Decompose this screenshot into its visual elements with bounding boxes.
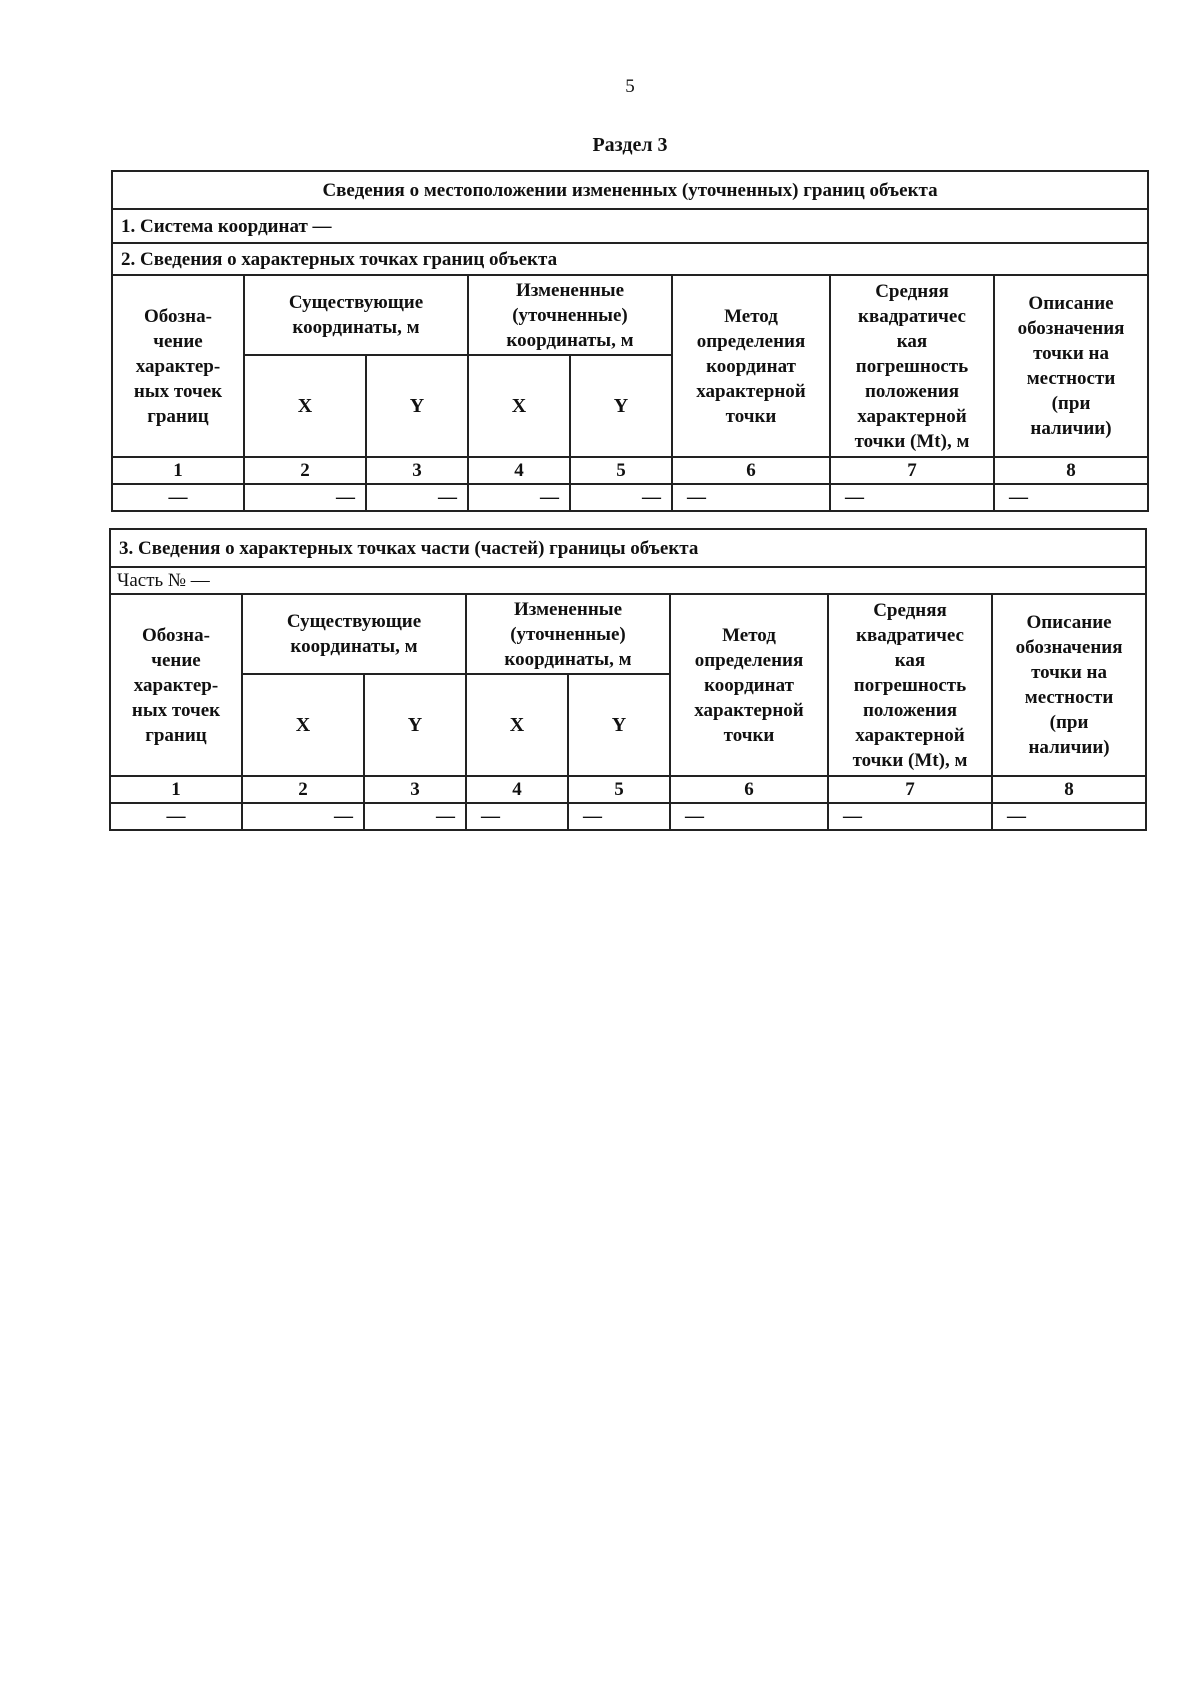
col-number: 2 <box>242 776 364 803</box>
table-cell: — <box>242 803 364 830</box>
col-error-header: Средняя квадратичес кая погрешность положения характерной точки (Mt), м <box>828 594 992 776</box>
col-changed-header: Измененные (уточненные) координаты, м <box>466 594 670 674</box>
boundaries-table <box>111 170 1149 512</box>
col-number: 7 <box>830 457 994 484</box>
col-number: 6 <box>670 776 828 803</box>
col-error-header: Средняя квадратичес кая погрешность положения характерной точки (Mt), м <box>830 275 994 457</box>
col-number: 3 <box>364 776 466 803</box>
col-changed-x: X <box>468 355 570 457</box>
col-number: 8 <box>994 457 1148 484</box>
table-row <box>112 484 1148 511</box>
col-existing-y: Y <box>366 355 468 457</box>
table-cell: — <box>570 484 672 511</box>
col-number: 2 <box>244 457 366 484</box>
table-cell: — <box>364 803 466 830</box>
col-number: 8 <box>992 776 1146 803</box>
col-changed-y: Y <box>570 355 672 457</box>
col-number: 4 <box>468 457 570 484</box>
table-cell: — <box>112 484 244 511</box>
col-number: 6 <box>672 457 830 484</box>
col-number: 7 <box>828 776 992 803</box>
col-changed-y: Y <box>568 674 670 776</box>
table-cell: — <box>994 484 1148 511</box>
table-title: Сведения о местоположении измененных (уточненных) границ объекта <box>112 171 1148 209</box>
part-points-heading: 3. Сведения о характерных точках части (частей) границы объекта <box>110 529 1146 567</box>
table-row <box>110 803 1146 830</box>
section-title: Раздел 3 <box>592 134 668 156</box>
col-designation-header: Обозна- чение характер- ных точек границ <box>112 275 244 457</box>
table-cell: — <box>672 484 830 511</box>
table-cell: — <box>366 484 468 511</box>
table-cell: — <box>992 803 1146 830</box>
table-cell: — <box>466 803 568 830</box>
col-method-header: Метод определения координат характерной точки <box>670 594 828 776</box>
coordinate-system: 1. Система координат — <box>112 209 1148 243</box>
col-existing-header: Существующие координаты, м <box>244 275 468 355</box>
col-number: 5 <box>570 457 672 484</box>
col-number: 1 <box>110 776 242 803</box>
table-cell: — <box>468 484 570 511</box>
col-designation-header: Обозна- чение характер- ных точек границ <box>110 594 242 776</box>
col-changed-x: X <box>466 674 568 776</box>
col-existing-y: Y <box>364 674 466 776</box>
col-number: 1 <box>112 457 244 484</box>
part-number-label: Часть № — <box>110 567 1146 594</box>
table-cell: — <box>244 484 366 511</box>
col-number: 3 <box>366 457 468 484</box>
page-number: 5 <box>625 76 635 97</box>
col-existing-header: Существующие координаты, м <box>242 594 466 674</box>
col-existing-x: X <box>242 674 364 776</box>
part-boundaries-table <box>109 528 1147 831</box>
table-cell: — <box>828 803 992 830</box>
table-cell: — <box>830 484 994 511</box>
col-existing-x: X <box>244 355 366 457</box>
col-changed-header: Измененные (уточненные) координаты, м <box>468 275 672 355</box>
col-number: 5 <box>568 776 670 803</box>
table-cell: — <box>110 803 242 830</box>
col-description-header: Описание обозначения точки на местности (при наличии) <box>994 275 1148 457</box>
col-description-header: Описание обозначения точки на местности (при наличии) <box>992 594 1146 776</box>
table-cell: — <box>670 803 828 830</box>
table-cell: — <box>568 803 670 830</box>
col-method-header: Метод определения координат характерной точки <box>672 275 830 457</box>
col-number: 4 <box>466 776 568 803</box>
points-heading: 2. Сведения о характерных точках границ объекта <box>112 243 1148 275</box>
